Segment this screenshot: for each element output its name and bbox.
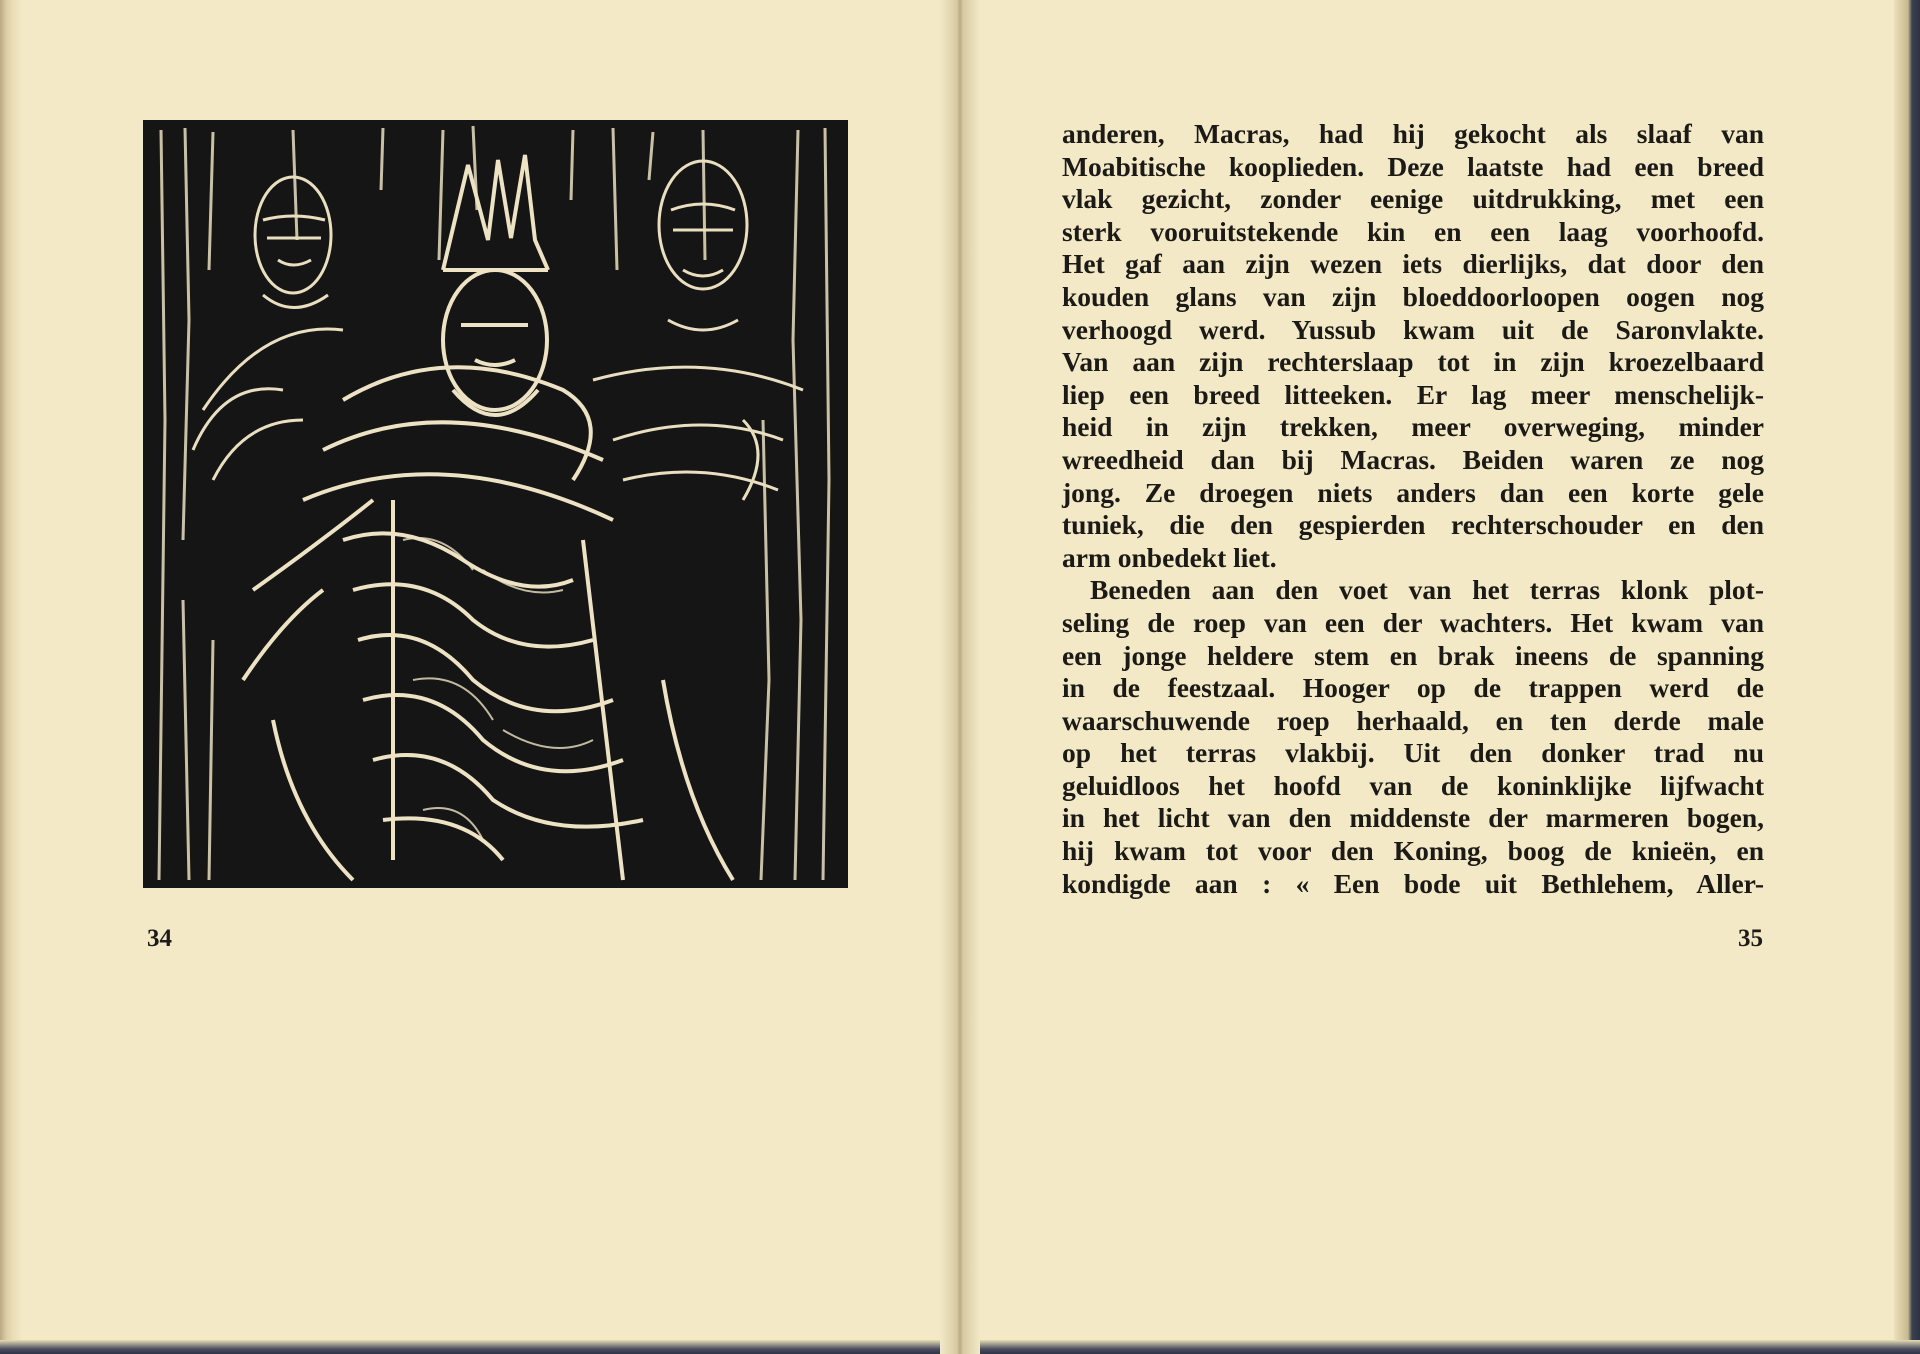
text-line: wreedheid dan bij Macras. Beiden waren ze nog bbox=[1062, 443, 1764, 475]
text-line: arm onbedekt liet. bbox=[1062, 541, 1277, 573]
text-line: kouden glans van zijn bloeddoorloopen oogen nog bbox=[1062, 280, 1764, 312]
text-line: op het terras vlakbij. Uit den donker trad nu bbox=[1062, 737, 1764, 769]
text-line: anderen, Macras, had hij gekocht als slaaf van bbox=[1062, 118, 1764, 149]
text-line: in het licht van den middenste der marmeren bogen, bbox=[1062, 802, 1764, 834]
text-line: waarschuwende roep herhaald, en ten derde male bbox=[1062, 704, 1764, 736]
text-line: een jonge heldere stem en brak ineens de spanning bbox=[1062, 639, 1764, 671]
text-line: jong. Ze droegen niets anders dan een korte gele bbox=[1062, 476, 1764, 508]
body-text bbox=[1062, 118, 1764, 900]
right-page bbox=[960, 0, 1920, 1354]
page-number-left: 34 bbox=[147, 925, 172, 952]
text-line: Van aan zijn rechterslaap tot in zijn kroezelbaard bbox=[1062, 346, 1764, 378]
text-line: sterk vooruitstekende kin en een laag voorhoofd. bbox=[1062, 215, 1764, 247]
text-line: Het gaf aan zijn wezen iets dierlijks, dat door den bbox=[1062, 248, 1764, 280]
text-line: kondigde aan : « Een bode uit Bethlehem, Aller- bbox=[1062, 867, 1764, 899]
text-line: heid in zijn trekken, meer overweging, minder bbox=[1062, 411, 1764, 443]
text-line: vlak gezicht, zonder eenige uitdrukking, met een bbox=[1062, 183, 1764, 215]
text-line: Beneden aan den voet van het terras klonk plot- bbox=[1090, 574, 1764, 606]
text-line: seling de roep van een der wachters. Het kwam van bbox=[1062, 606, 1764, 638]
text-line: Moabitische kooplieden. Deze laatste had een breed bbox=[1062, 150, 1764, 182]
text-line: tuniek, die den gespierden rechterschouder en den bbox=[1062, 509, 1764, 541]
text-line: geluidloos het hoofd van de koninklijke lijfwacht bbox=[1062, 769, 1764, 801]
page-number-right: 35 bbox=[1738, 925, 1763, 952]
text-line: hij kwam tot voor den Koning, boog de knieën, en bbox=[1062, 835, 1764, 867]
text-line: liep een breed litteeken. Er lag meer menschelijk- bbox=[1062, 378, 1764, 410]
woodcut-illustration bbox=[143, 120, 848, 888]
text-line: verhoogd werd. Yussub kwam uit de Saronvlakte. bbox=[1062, 313, 1764, 345]
text-line: in de feestzaal. Hooger op de trappen werd de bbox=[1062, 672, 1764, 704]
